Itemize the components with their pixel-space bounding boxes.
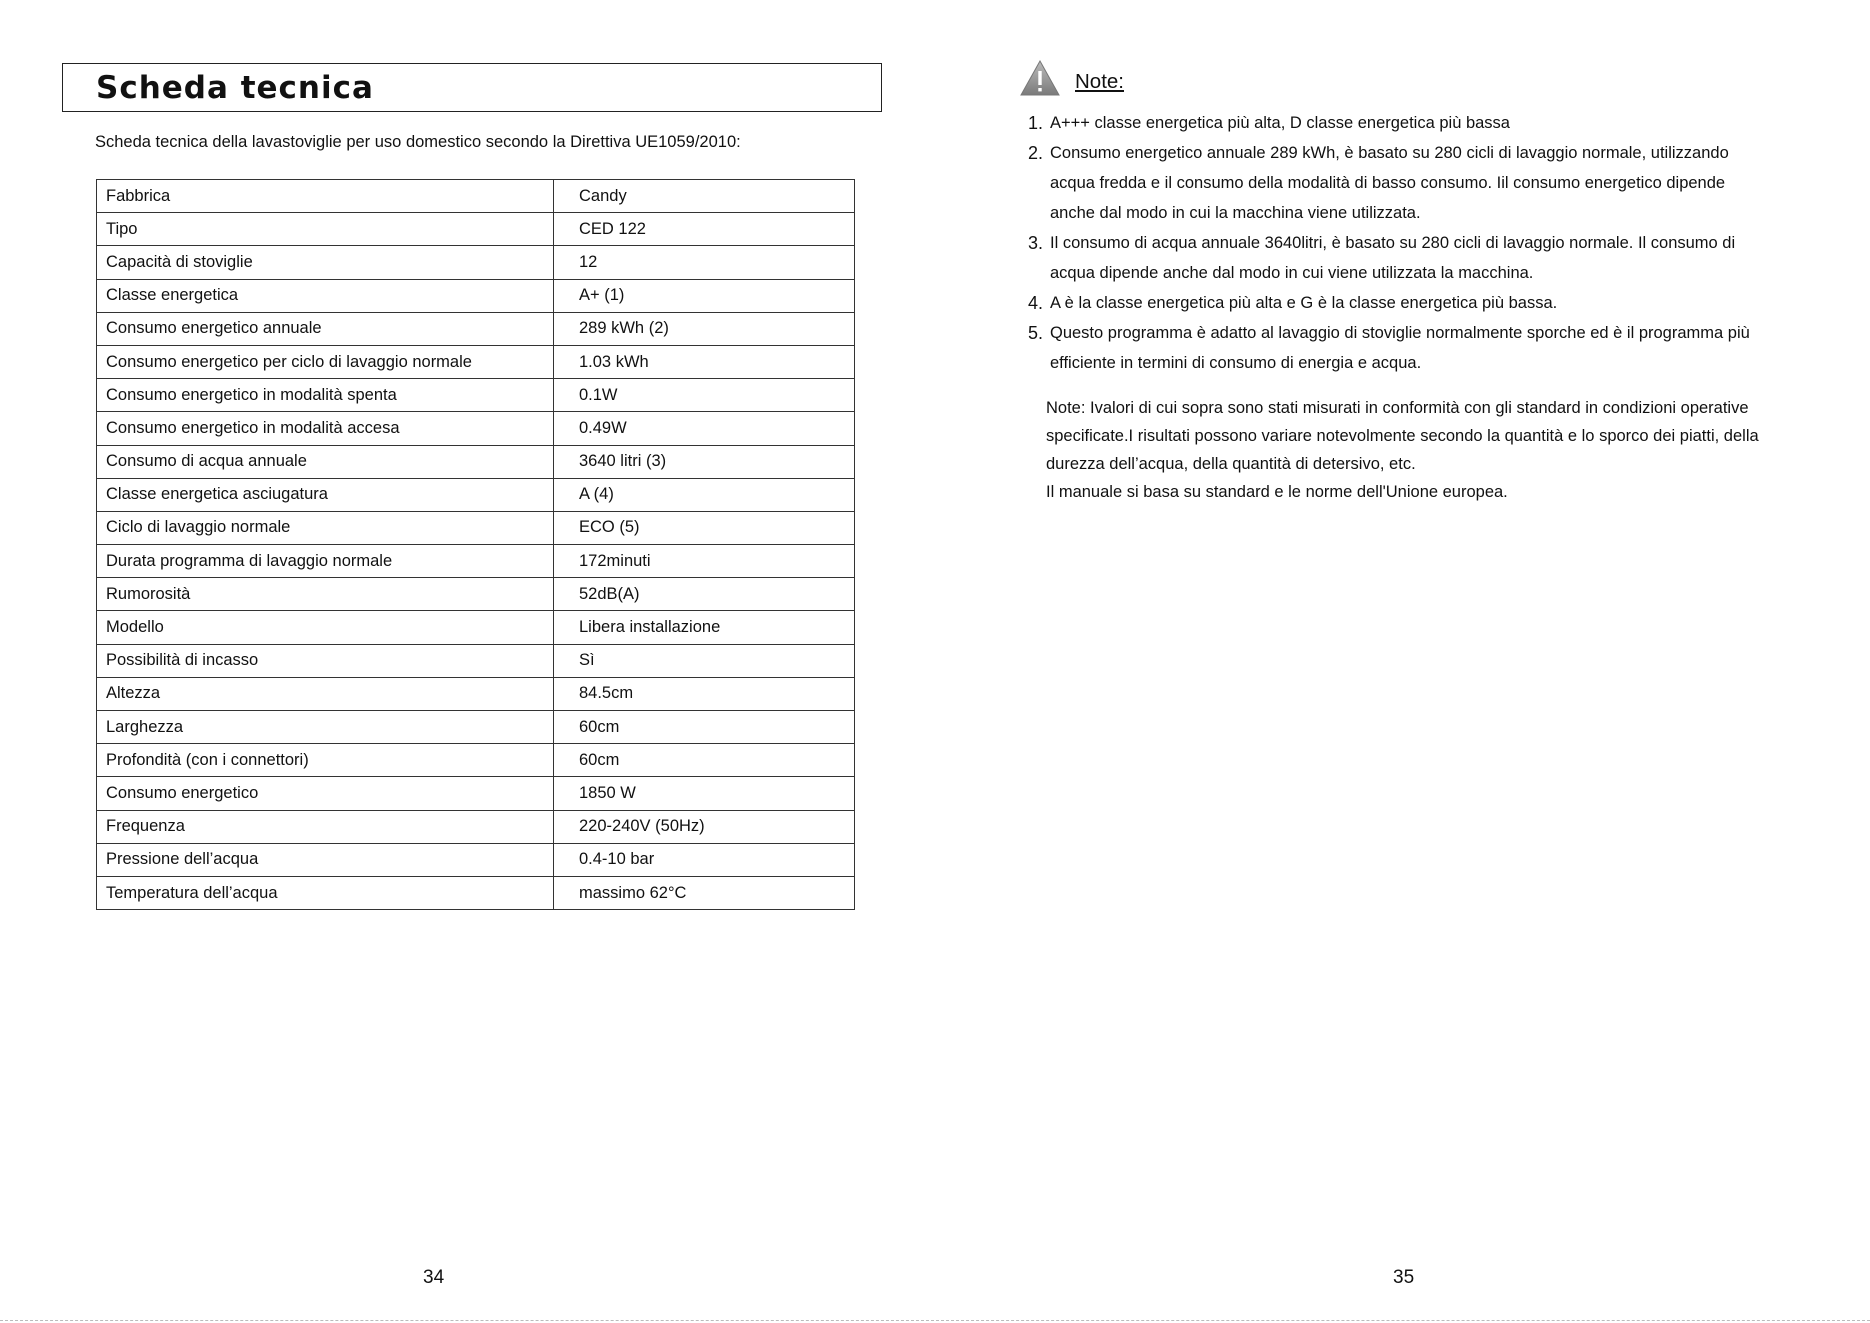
spec-label: Consumo energetico annuale	[97, 312, 554, 345]
spec-value: ECO (5)	[554, 511, 855, 544]
list-item	[1028, 138, 1788, 228]
table-row	[97, 213, 855, 246]
note-line: Questo programma è adatto al lavaggio di stoviglie normalmente sporche ed è il programma più	[1050, 324, 1750, 342]
spec-label: Durata programma di lavaggio normale	[97, 545, 554, 578]
table-row	[97, 611, 855, 644]
table-row	[97, 644, 855, 677]
spec-label: Profondità (con i connettori)	[97, 744, 554, 777]
spec-value: massimo 62°C	[554, 876, 855, 909]
spec-label: Temperatura dell’acqua	[97, 876, 554, 909]
spec-value: CED 122	[554, 213, 855, 246]
note-line: anche dal modo in cui la macchina viene utilizzata.	[1050, 204, 1421, 222]
table-row	[97, 412, 855, 445]
table-row	[97, 545, 855, 578]
table-row	[97, 578, 855, 611]
table-row	[97, 279, 855, 312]
table-row	[97, 312, 855, 345]
note-line: efficiente in termini di consumo di energia e acqua.	[1050, 354, 1422, 372]
spec-label: Frequenza	[97, 810, 554, 843]
spec-value: 60cm	[554, 744, 855, 777]
table-row	[97, 677, 855, 710]
spec-value: 3640 litri (3)	[554, 445, 855, 478]
list-item	[1028, 108, 1788, 138]
spec-label: Rumorosità	[97, 578, 554, 611]
note-extra-text	[1046, 394, 1806, 506]
note-line: Il consumo di acqua annuale 3640litri, è basato su 280 cicli di lavaggio normale. Il consumo di	[1050, 234, 1736, 252]
note-line: acqua dipende anche dal modo in cui viene utilizzata la macchina.	[1050, 264, 1534, 282]
spec-label: Capacità di stoviglie	[97, 246, 554, 279]
spec-label: Larghezza	[97, 711, 554, 744]
spec-label: Ciclo di lavaggio normale	[97, 511, 554, 544]
spec-value: 52dB(A)	[554, 578, 855, 611]
warning-icon	[1020, 60, 1060, 96]
spec-label: Consumo energetico per ciclo di lavaggio normale	[97, 345, 554, 378]
table-row	[97, 345, 855, 378]
note-number: 1.	[1028, 113, 1044, 133]
spec-table	[96, 179, 855, 910]
table-row	[97, 511, 855, 544]
note-number: 3.	[1028, 233, 1044, 253]
table-row	[97, 379, 855, 412]
spec-label: Consumo di acqua annuale	[97, 445, 554, 478]
table-row	[97, 876, 855, 909]
spec-label: Possibilità di incasso	[97, 644, 554, 677]
spec-value: Sì	[554, 644, 855, 677]
page-number-right: 35	[1393, 1267, 1415, 1288]
table-row	[97, 777, 855, 810]
spec-value: Libera installazione	[554, 611, 855, 644]
spec-value: 1.03 kWh	[554, 345, 855, 378]
spec-label: Consumo energetico in modalità spenta	[97, 379, 554, 412]
note-line: A è la classe energetica più alta e G è la classe energetica più bassa.	[1050, 294, 1558, 312]
spec-label: Classe energetica asciugatura	[97, 478, 554, 511]
spec-value: Candy	[554, 180, 855, 213]
note-body	[1050, 138, 1788, 228]
bottom-divider	[0, 1320, 1870, 1321]
table-row	[97, 246, 855, 279]
spec-label: Tipo	[97, 213, 554, 246]
spec-value: 60cm	[554, 711, 855, 744]
right-page	[935, 0, 1870, 1323]
list-item	[1028, 228, 1788, 288]
note-body	[1050, 288, 1788, 318]
spec-value: 0.49W	[554, 412, 855, 445]
spec-label: Pressione dell’acqua	[97, 843, 554, 876]
spec-table-body	[97, 180, 855, 910]
spec-value: 289 kWh (2)	[554, 312, 855, 345]
note-body	[1050, 228, 1788, 288]
table-row	[97, 843, 855, 876]
page-title: Scheda tecnica	[96, 70, 374, 106]
note-body	[1050, 108, 1788, 138]
spec-label: Altezza	[97, 677, 554, 710]
note-line: acqua fredda e il consumo della modalità di basso consumo. Iil consumo energetico dipende	[1050, 174, 1726, 192]
list-item	[1028, 288, 1788, 318]
spec-value: 220-240V (50Hz)	[554, 810, 855, 843]
spec-value: A+ (1)	[554, 279, 855, 312]
note-number: 2.	[1028, 143, 1044, 163]
spec-value: 172minuti	[554, 545, 855, 578]
spec-value: A (4)	[554, 478, 855, 511]
note-number: 4.	[1028, 293, 1044, 313]
table-row	[97, 711, 855, 744]
note-body	[1050, 318, 1788, 378]
spec-value: 0.4-10 bar	[554, 843, 855, 876]
spec-label: Modello	[97, 611, 554, 644]
table-row	[97, 180, 855, 213]
note-line: A+++ classe energetica più alta, D classe energetica più bassa	[1050, 114, 1510, 132]
title-box	[62, 63, 882, 112]
table-row	[97, 744, 855, 777]
note-title: Note:	[1075, 70, 1124, 93]
intro-text: Scheda tecnica della lavastoviglie per uso domestico secondo la Direttiva UE1059/2010:	[95, 133, 741, 151]
spec-label: Fabbrica	[97, 180, 554, 213]
note-extra-line: durezza dell’acqua, della quantità di detersivo, etc.	[1046, 455, 1416, 473]
spec-label: Consumo energetico	[97, 777, 554, 810]
table-row	[97, 478, 855, 511]
note-extra-line: specificate.I risultati possono variare notevolmente secondo la quantità e lo sporco dei piatti, della	[1046, 427, 1759, 445]
notes-list	[1028, 108, 1788, 378]
spec-value: 12	[554, 246, 855, 279]
table-row	[97, 445, 855, 478]
spec-value: 1850 W	[554, 777, 855, 810]
spec-value: 0.1W	[554, 379, 855, 412]
note-extra-line: Note: Ivalori di cui sopra sono stati misurati in conformità con gli standard in condizioni operative	[1046, 399, 1749, 417]
page-number-left: 34	[423, 1267, 445, 1288]
note-extra-line: Il manuale si basa su standard e le norme dell'Unione europea.	[1046, 483, 1508, 501]
list-item	[1028, 318, 1788, 378]
note-number: 5.	[1028, 323, 1044, 343]
note-line: Consumo energetico annuale 289 kWh, è basato su 280 cicli di lavaggio normale, utilizzando	[1050, 144, 1729, 162]
spec-value: 84.5cm	[554, 677, 855, 710]
spec-label: Consumo energetico in modalità accesa	[97, 412, 554, 445]
table-row	[97, 810, 855, 843]
spec-label: Classe energetica	[97, 279, 554, 312]
